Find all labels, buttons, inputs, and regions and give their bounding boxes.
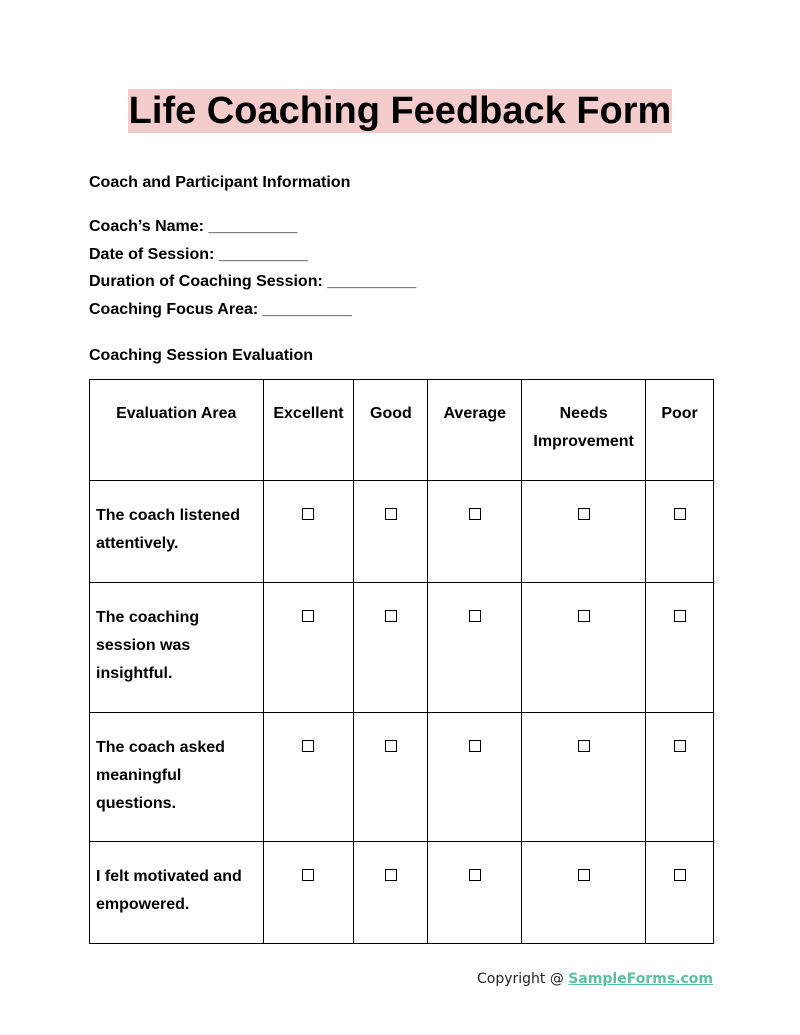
checkbox-poor[interactable] [674, 508, 686, 520]
column-header-average: Average [428, 380, 522, 481]
checkbox-average[interactable] [469, 740, 481, 752]
checkbox-poor[interactable] [674, 869, 686, 881]
checkbox-needs-improvement[interactable] [578, 740, 590, 752]
checkbox-good[interactable] [385, 740, 397, 752]
table-row [90, 842, 714, 944]
column-header-excellent: Excellent [263, 380, 354, 481]
checkbox-needs-improvement[interactable] [578, 610, 590, 622]
coach-name-field[interactable]: Coach’s Name: __________ [89, 218, 298, 235]
column-header-evaluation-area: Evaluation Area [90, 380, 264, 481]
checkbox-good[interactable] [385, 508, 397, 520]
column-header-good: Good [354, 380, 428, 481]
checkbox-excellent[interactable] [302, 740, 314, 752]
checkbox-poor[interactable] [674, 610, 686, 622]
checkbox-excellent[interactable] [302, 610, 314, 622]
sampleforms-link[interactable]: SampleForms.com [568, 971, 713, 987]
table-row [90, 713, 714, 842]
table-header-row [90, 380, 714, 481]
footer [477, 969, 713, 989]
session-duration-field[interactable]: Duration of Coaching Session: __________ [89, 273, 417, 291]
evaluation-area-cell: The coaching session was insightful. [90, 583, 264, 713]
checkbox-needs-improvement[interactable] [578, 508, 590, 520]
evaluation-area-cell: I felt motivated and empowered. [90, 842, 264, 944]
page-title: Life Coaching Feedback Form [128, 90, 672, 132]
checkbox-average[interactable] [469, 508, 481, 520]
checkbox-excellent[interactable] [302, 869, 314, 881]
column-header-poor: Poor [646, 380, 714, 481]
copyright-text: Copyright @ [476, 971, 569, 987]
table-row [90, 583, 714, 713]
checkbox-good[interactable] [385, 869, 397, 881]
checkbox-needs-improvement[interactable] [578, 869, 590, 881]
column-header-needs-improvement: Needs Improvement [522, 380, 646, 481]
checkbox-average[interactable] [469, 869, 481, 881]
evaluation-area-cell: The coach asked meaningful questions. [90, 713, 264, 842]
session-date-field[interactable]: Date of Session: __________ [89, 245, 308, 263]
checkbox-excellent[interactable] [302, 508, 314, 520]
checkbox-good[interactable] [385, 610, 397, 622]
checkbox-poor[interactable] [674, 740, 686, 752]
focus-area-field[interactable]: Coaching Focus Area: __________ [89, 301, 352, 319]
info-fields [89, 217, 416, 328]
evaluation-area-cell: The coach listened attentively. [90, 481, 264, 583]
info-section-heading: Coach and Participant Information [89, 174, 351, 191]
evaluation-section-heading: Coaching Session Evaluation [89, 347, 314, 364]
title-container [0, 89, 800, 133]
checkbox-average[interactable] [469, 610, 481, 622]
evaluation-table [89, 379, 714, 944]
table-row [90, 481, 714, 583]
